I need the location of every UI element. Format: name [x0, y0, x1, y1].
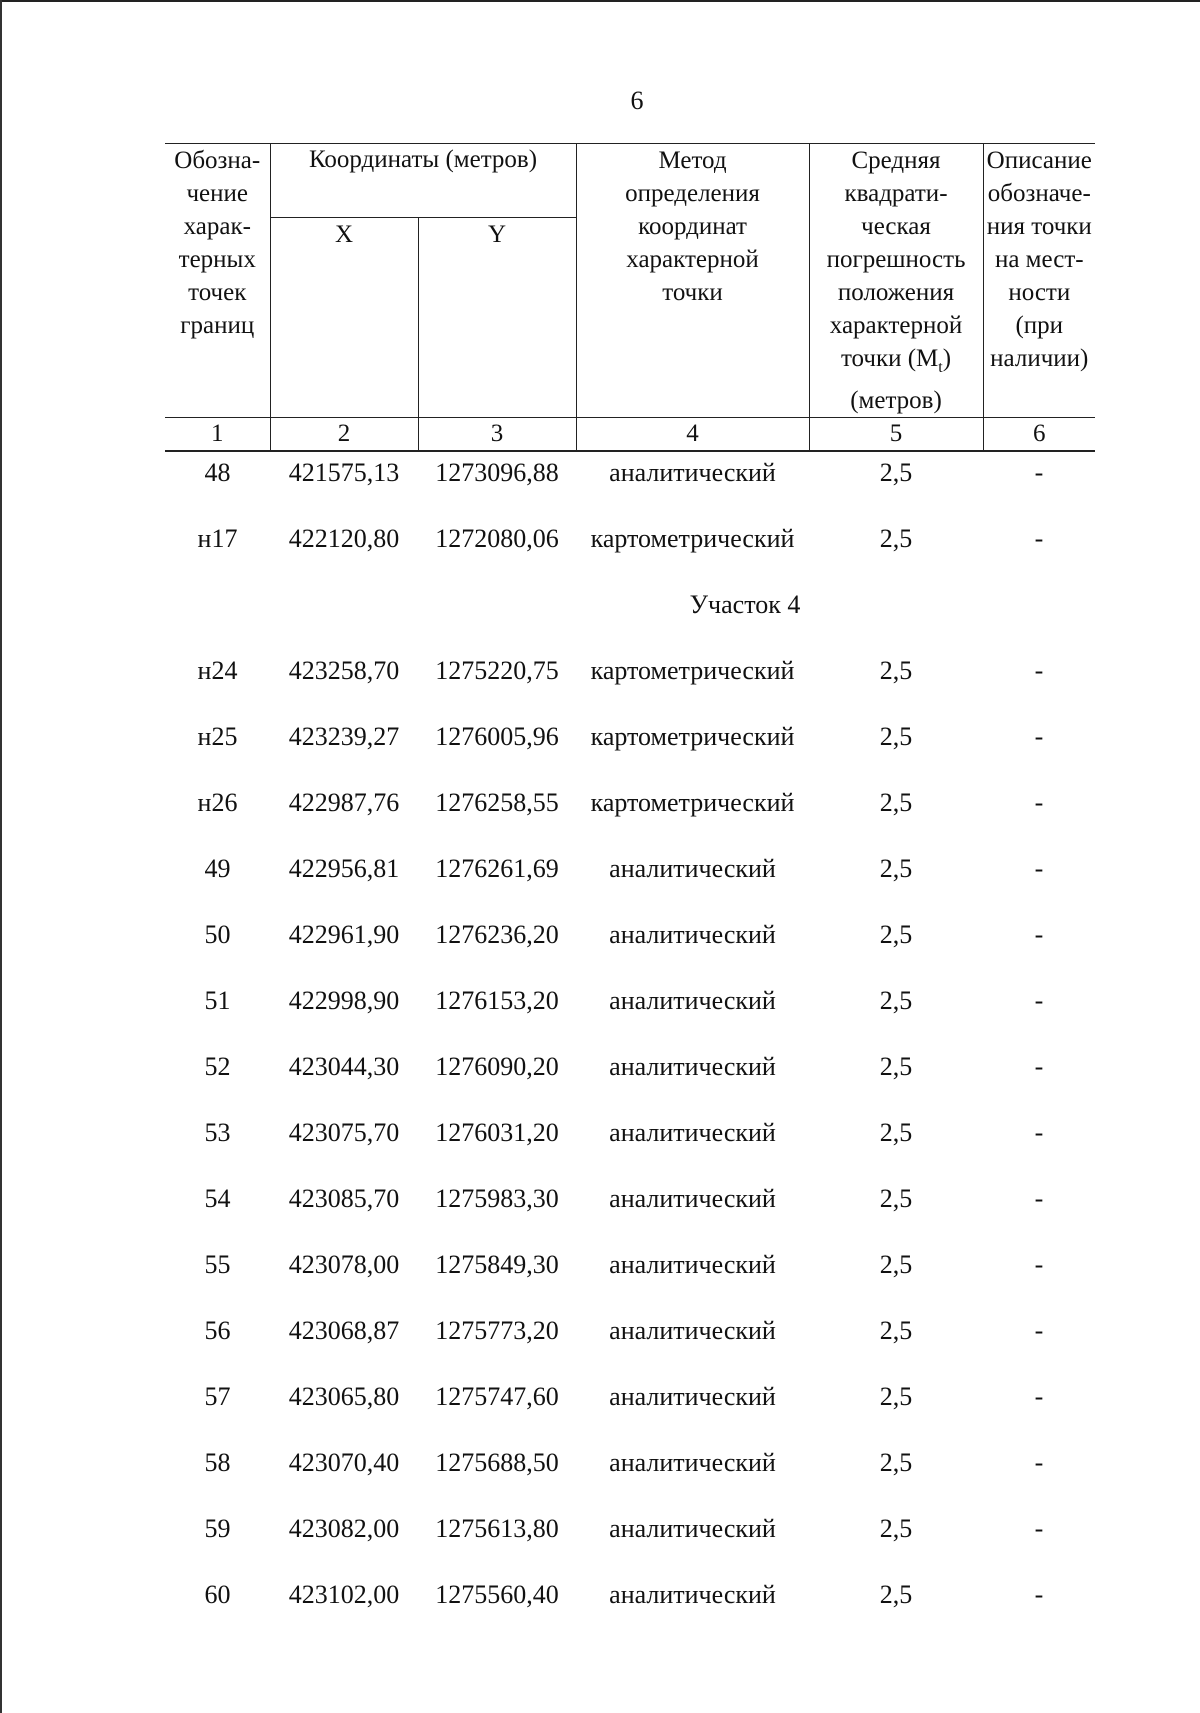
point-id: н24: [197, 656, 238, 685]
header-mean-square-error-text: Средняя квадрати- ческая погрешность положения характерной точки (M: [826, 147, 966, 372]
table-row: [165, 968, 1095, 1034]
y-coordinate: 1276005,96: [435, 722, 559, 751]
method: аналитический: [609, 1448, 776, 1477]
error-value: 2,5: [879, 656, 913, 685]
error-value: 2,5: [879, 1250, 913, 1279]
description: -: [1034, 788, 1044, 817]
error-value: 2,5: [879, 788, 913, 817]
x-coordinate: 423082,00: [288, 1514, 400, 1543]
point-id: н26: [197, 788, 238, 817]
column-number-5: 5: [809, 418, 983, 452]
table-row: [165, 836, 1095, 902]
table-row: [165, 506, 1095, 572]
point-id: 49: [204, 854, 231, 883]
header-y: Y: [418, 218, 576, 418]
x-coordinate: 422998,90: [288, 986, 400, 1015]
x-coordinate: 423102,00: [288, 1580, 400, 1609]
error-value: 2,5: [879, 1052, 913, 1081]
y-coordinate: 1276090,20: [435, 1052, 559, 1081]
error-value: 2,5: [879, 1118, 913, 1147]
header-coordinates: Координаты (метров): [270, 144, 576, 218]
x-coordinate: 423068,87: [288, 1316, 400, 1345]
x-coordinate: 422120,80: [288, 524, 400, 553]
table-row: [165, 1430, 1095, 1496]
method: аналитический: [609, 1184, 776, 1213]
x-coordinate: 421575,13: [288, 458, 400, 487]
table-row: [165, 704, 1095, 770]
point-id: 54: [204, 1184, 231, 1213]
x-coordinate: 423085,70: [288, 1184, 400, 1213]
error-value: 2,5: [879, 1514, 913, 1543]
method: аналитический: [609, 986, 776, 1015]
error-value: 2,5: [879, 722, 913, 751]
description: -: [1034, 1514, 1044, 1543]
table-row: [165, 1496, 1095, 1562]
table-row: [165, 1034, 1095, 1100]
description: -: [1034, 656, 1044, 685]
table-row: [165, 440, 1095, 506]
description: -: [1034, 1382, 1044, 1411]
description: -: [1034, 458, 1044, 487]
method: картометрический: [590, 788, 795, 817]
y-coordinate: 1272080,06: [435, 524, 559, 553]
point-id: 53: [204, 1118, 231, 1147]
section-title: Участок 4: [689, 590, 801, 619]
header-point-designation: Обозна- чение харак- терных точек границ: [165, 144, 270, 418]
point-id: 52: [204, 1052, 231, 1081]
description: -: [1034, 1316, 1044, 1345]
x-coordinate: 422987,76: [288, 788, 400, 817]
error-value: 2,5: [879, 1580, 913, 1609]
page-number: 6: [630, 86, 644, 115]
point-id: 58: [204, 1448, 231, 1477]
method: аналитический: [609, 854, 776, 883]
y-coordinate: 1275983,30: [435, 1184, 559, 1213]
x-coordinate: 423070,40: [288, 1448, 400, 1477]
x-coordinate: 423258,70: [288, 656, 400, 685]
description: -: [1034, 1118, 1044, 1147]
column-number-6: 6: [983, 418, 1095, 452]
method: картометрический: [590, 656, 795, 685]
method: аналитический: [609, 1382, 776, 1411]
column-number-1: 1: [165, 418, 270, 452]
y-coordinate: 1275773,20: [435, 1316, 559, 1345]
description: -: [1034, 1052, 1044, 1081]
y-coordinate: 1276153,20: [435, 986, 559, 1015]
method: аналитический: [609, 1514, 776, 1543]
header-method: Метод определения координат характерной точки: [576, 144, 809, 418]
point-id: н17: [197, 524, 238, 553]
error-value: 2,5: [879, 1448, 913, 1477]
table-row: [165, 1100, 1095, 1166]
error-value: 2,5: [879, 920, 913, 949]
point-id: 57: [204, 1382, 231, 1411]
y-coordinate: 1275747,60: [435, 1382, 559, 1411]
method: картометрический: [590, 524, 795, 553]
method: аналитический: [609, 920, 776, 949]
header-point-description: Описание обозначе- ния точки на мест- ности (при наличии): [983, 144, 1095, 418]
column-number-4: 4: [576, 418, 809, 452]
x-coordinate: 423075,70: [288, 1118, 400, 1147]
error-value: 2,5: [879, 986, 913, 1015]
y-coordinate: 1273096,88: [435, 458, 559, 487]
header-x: X: [270, 218, 418, 418]
table-row: [165, 1298, 1095, 1364]
method: аналитический: [609, 1580, 776, 1609]
x-coordinate: 423078,00: [288, 1250, 400, 1279]
table-row: [165, 638, 1095, 704]
section-row: [165, 572, 1095, 638]
description: -: [1034, 986, 1044, 1015]
y-coordinate: 1275613,80: [435, 1514, 559, 1543]
description: -: [1034, 920, 1044, 949]
column-number-2: 2: [270, 418, 418, 452]
y-coordinate: 1275220,75: [435, 656, 559, 685]
method: аналитический: [609, 1052, 776, 1081]
table-row: [165, 1562, 1095, 1628]
table-row: [165, 902, 1095, 968]
point-id: 56: [204, 1316, 231, 1345]
x-coordinate: 423065,80: [288, 1382, 400, 1411]
point-id: 55: [204, 1250, 231, 1279]
error-value: 2,5: [879, 458, 913, 487]
y-coordinate: 1276236,20: [435, 920, 559, 949]
table-body: [165, 440, 1095, 1628]
description: -: [1034, 1250, 1044, 1279]
y-coordinate: 1275688,50: [435, 1448, 559, 1477]
x-coordinate: 422961,90: [288, 920, 400, 949]
table-row: [165, 770, 1095, 836]
x-coordinate: 422956,81: [288, 854, 400, 883]
point-id: н25: [197, 722, 238, 751]
error-value: 2,5: [879, 1382, 913, 1411]
point-id: 60: [204, 1580, 231, 1609]
column-number-3: 3: [418, 418, 576, 452]
method: аналитический: [609, 458, 776, 487]
error-value: 2,5: [879, 1316, 913, 1345]
header-mean-square-error-subscript: t: [938, 359, 943, 376]
y-coordinate: 1276031,20: [435, 1118, 559, 1147]
description: -: [1034, 1580, 1044, 1609]
header-mean-square-error: [809, 144, 983, 418]
description: -: [1034, 1448, 1044, 1477]
y-coordinate: 1275560,40: [435, 1580, 559, 1609]
method: аналитический: [609, 1118, 776, 1147]
point-id: 48: [204, 458, 231, 487]
table-row: [165, 1232, 1095, 1298]
error-value: 2,5: [879, 1184, 913, 1213]
point-id: 51: [204, 986, 231, 1015]
method: аналитический: [609, 1250, 776, 1279]
x-coordinate: 423044,30: [288, 1052, 400, 1081]
table-row: [165, 1364, 1095, 1430]
table-header: [165, 143, 1095, 452]
description: -: [1034, 722, 1044, 751]
description: -: [1034, 1184, 1044, 1213]
error-value: 2,5: [879, 854, 913, 883]
method: аналитический: [609, 1316, 776, 1345]
point-id: 50: [204, 920, 231, 949]
y-coordinate: 1275849,30: [435, 1250, 559, 1279]
scan-edge-left: [0, 0, 2, 1713]
description: -: [1034, 854, 1044, 883]
y-coordinate: 1276261,69: [435, 854, 559, 883]
description: -: [1034, 524, 1044, 553]
scan-edge-top: [0, 0, 1200, 2]
method: картометрический: [590, 722, 795, 751]
table-row: [165, 1166, 1095, 1232]
error-value: 2,5: [879, 524, 913, 553]
header-mean-square-error-unit: ) (метров): [850, 345, 952, 414]
point-id: 59: [204, 1514, 231, 1543]
x-coordinate: 423239,27: [288, 722, 400, 751]
y-coordinate: 1276258,55: [435, 788, 559, 817]
